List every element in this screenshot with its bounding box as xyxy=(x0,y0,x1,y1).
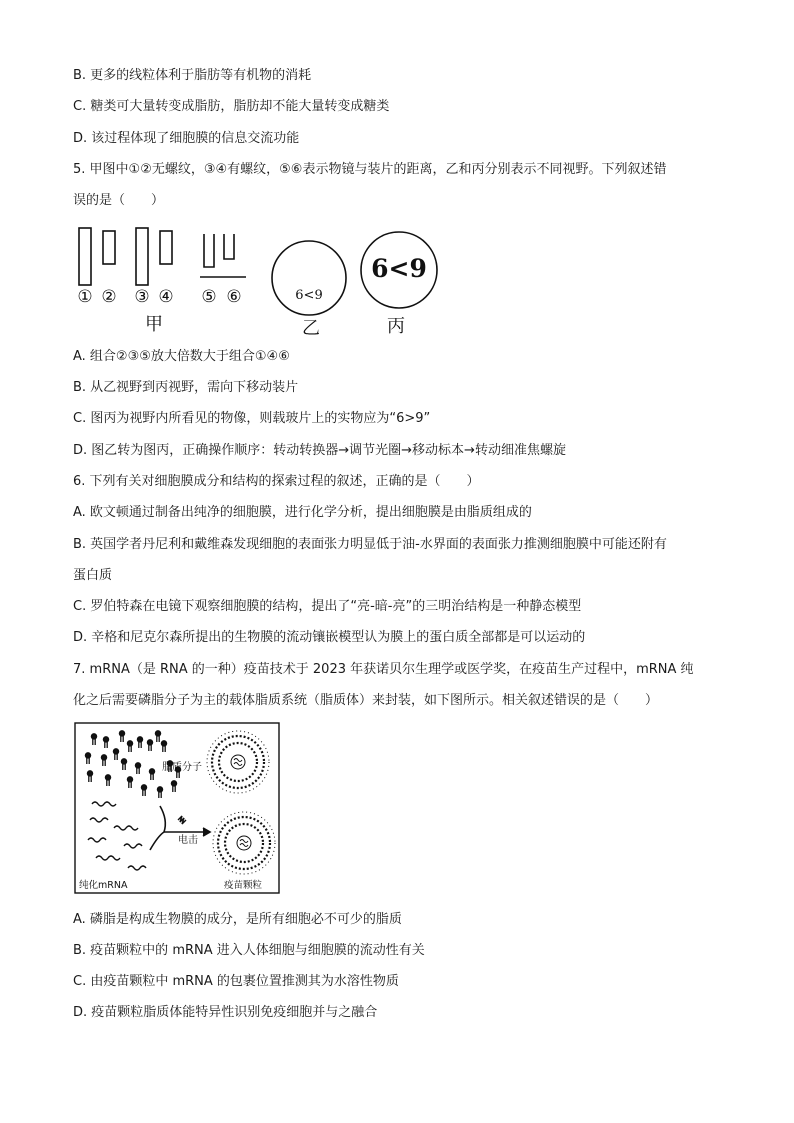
option-5b: B. 从乙视野到丙视野，需向下移动装片 xyxy=(73,380,299,395)
question-5-stem: 5. 甲图中①②无螺纹，③④有螺纹，⑤⑥表示物镜与装片的距离，乙和丙分别表示不同视野。下列叙述错 xyxy=(73,162,667,177)
yi-field-text: 6<9 xyxy=(295,288,323,303)
lens-2 xyxy=(103,231,115,264)
option-6b-cont: 蛋白质 xyxy=(73,568,113,583)
question-5-stem-cont: 误的是（ ） xyxy=(73,193,165,208)
lens-3 xyxy=(136,228,148,285)
label-bing: 丙 xyxy=(387,316,405,337)
label-6: ⑥ xyxy=(226,287,242,307)
option-4d: D. 该过程体现了细胞膜的信息交流功能 xyxy=(73,131,300,146)
lens-4 xyxy=(160,231,172,264)
label-1: ① xyxy=(77,287,93,307)
vaccine-particle xyxy=(213,812,275,874)
option-5a: A. 组合②③⑤放大倍数大于组合①④⑥ xyxy=(73,349,290,364)
microscope-figure xyxy=(70,222,450,340)
field-yi xyxy=(272,241,346,315)
label-3: ③ xyxy=(134,287,150,307)
option-6b: B. 英国学者丹尼利和戴维森发现细胞的表面张力明显低于油-水界面的表面张力推测细胞膜中可能还附有 xyxy=(73,537,667,552)
label-5: ⑤ xyxy=(201,287,217,307)
label-jia: 甲 xyxy=(145,314,163,335)
mrna-strands xyxy=(88,802,186,870)
label-yi: 乙 xyxy=(302,318,320,339)
mrna-vaccine-figure xyxy=(74,722,280,894)
shock-label: 电击 xyxy=(178,835,198,846)
lipid-label: 脂质分子 xyxy=(162,762,202,773)
option-5c: C. 图丙为视野内所看见的物像，则载玻片上的实物应为“6>9” xyxy=(73,411,431,426)
option-5d: D. 图乙转为图丙，正确操作顺序：转动转换器→调节光圈→移动标本→转动细准焦螺旋 xyxy=(73,443,566,458)
option-6a: A. 欧文顿通过制备出纯净的细胞膜，进行化学分析，提出细胞膜是由脂质组成的 xyxy=(73,505,532,520)
label-4: ④ xyxy=(158,287,174,307)
option-7a: A. 磷脂是构成生物膜的成分，是所有细胞必不可少的脂质 xyxy=(73,912,402,927)
option-6d: D. 辛格和尼克尔森所提出的生物膜的流动镶嵌模型认为膜上的蛋白质全部都是可以运动的 xyxy=(73,630,586,645)
option-7d: D. 疫苗颗粒脂质体能特异性识别免疫细胞并与之融合 xyxy=(73,1005,378,1020)
question-6-stem: 6. 下列有关对细胞膜成分和结构的探索过程的叙述，正确的是（ ） xyxy=(73,474,480,489)
option-7b: B. 疫苗颗粒中的 mRNA 进入人体细胞与细胞膜的流动性有关 xyxy=(73,943,425,958)
option-4b: B. 更多的线粒体利于脂肪等有机物的消耗 xyxy=(73,68,312,83)
label-2: ② xyxy=(101,287,117,307)
vaccine-label: 疫苗颗粒 xyxy=(224,880,263,891)
question-7-stem-cont: 化之后需要磷脂分子为主的载体脂质系统（脂质体）来封装，如下图所示。相关叙述错误的是（ ） xyxy=(73,693,659,708)
option-7c: C. 由疫苗颗粒中 mRNA 的包裹位置推测其为水溶性物质 xyxy=(73,974,399,989)
lens-1 xyxy=(79,228,91,285)
lens-6 xyxy=(224,234,234,259)
mrna-label: 纯化mRNA xyxy=(79,880,128,891)
figure-frame xyxy=(75,723,279,893)
question-7-stem: 7. mRNA（是 RNA 的一种）疫苗技术于 2023 年获诺贝尔生理学或医学奖，在疫苗生产过程中，mRNA 纯 xyxy=(73,662,694,677)
option-6c: C. 罗伯特森在电镜下观察细胞膜的结构，提出了“亮-暗-亮”的三明治结构是一种静态模型 xyxy=(73,599,582,614)
bing-field-text: 6<9 xyxy=(371,254,427,283)
lens-5 xyxy=(204,234,214,267)
liposome-top xyxy=(207,731,269,793)
option-4c: C. 糖类可大量转变成脂肪，脂肪却不能大量转变成糖类 xyxy=(73,99,390,114)
